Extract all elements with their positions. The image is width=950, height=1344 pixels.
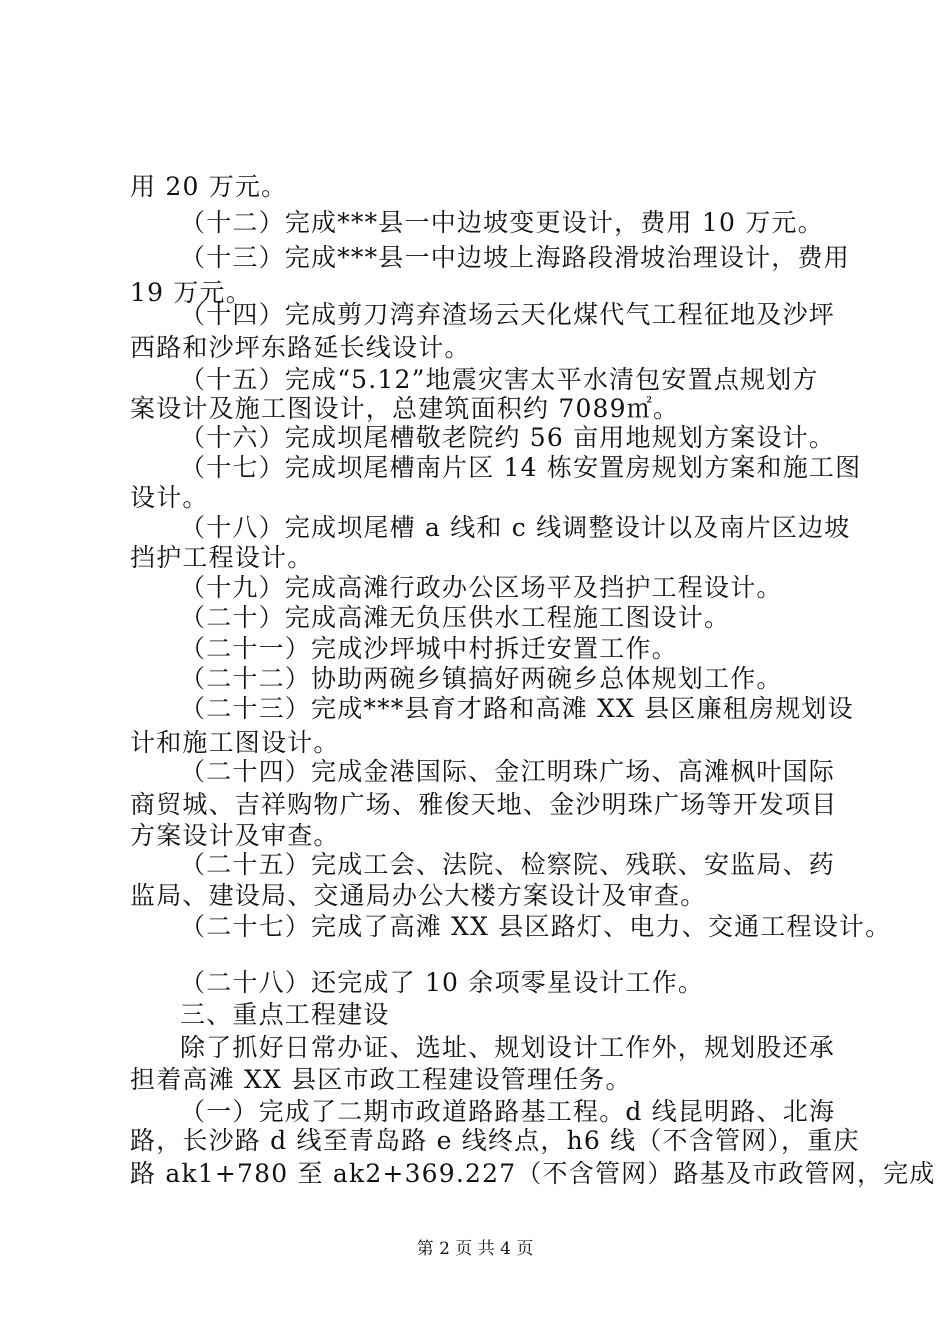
text-line: （二十）完成高滩无负压供水工程施工图设计。 — [180, 603, 731, 632]
text-line: 路，长沙路 d 线至青岛路 e 线终点，h6 线（不含管网），重庆 — [130, 1126, 860, 1155]
text-line: 监局、建设局、交通局办公大楼方案设计及审查。 — [130, 881, 707, 910]
text-line: （十六）完成坝尾槽敬老院约 56 亩用地规划方案设计。 — [180, 423, 836, 452]
text-line: （一）完成了二期市政道路路基工程。d 线昆明路、北海 — [180, 1097, 836, 1126]
text-line: 设计。 — [130, 483, 209, 512]
text-line: （十九）完成高滩行政办公区场平及挡护工程设计。 — [180, 573, 783, 602]
text-line: （十八）完成坝尾槽 a 线和 c 线调整设计以及南片区边坡 — [180, 513, 851, 542]
text-line: （二十七）完成了高滩 XX 县区路灯、电力、交通工程设计。 — [180, 912, 892, 941]
text-line: 除了抓好日常办证、选址、规划设计工作外，规划股还承 — [180, 1033, 836, 1062]
text-line: （二十四）完成金港国际、金江明珠广场、高滩枫叶国际 — [180, 757, 836, 786]
text-line: 案设计及施工图设计，总建筑面积约 7089㎡。 — [130, 394, 680, 423]
section-heading: 三、重点工程建设 — [180, 1000, 390, 1029]
text-line: （二十一）完成沙坪城中村拆迁安置工作。 — [180, 634, 678, 663]
text-line: （十二）完成***县一中边坡变更设计，费用 10 万元。 — [180, 208, 824, 237]
text-line: 方案设计及审查。 — [130, 821, 340, 850]
text-line: 19 万元。 — [130, 278, 252, 307]
text-line: （十四）完成剪刀湾弃渣场云天化煤代气工程征地及沙坪 — [180, 300, 836, 329]
text-line: （二十三）完成***县育才路和高滩 XX 县区廉租房规划设 — [180, 694, 854, 723]
text-line: 计和施工图设计。 — [130, 728, 340, 757]
text-line: （二十二）协助两碗乡镇搞好两碗乡总体规划工作。 — [180, 664, 783, 693]
text-line: （十五）完成“5.12”地震灾害太平水清包安置点规划方 — [180, 365, 819, 394]
text-line: （二十八）还完成了 10 余项零星设计工作。 — [180, 968, 705, 997]
text-line: 商贸城、吉祥购物广场、雅俊天地、金沙明珠广场等开发项目 — [130, 790, 838, 819]
text-line: 挡护工程设计。 — [130, 543, 314, 572]
page-number-footer: 第 2 页 共 4 页 — [416, 1239, 534, 1259]
text-line: （十三）完成***县一中边坡上海路段滑坡治理设计，费用 — [180, 243, 850, 272]
text-line: 路 ak1+780 至 ak2+369.227（不含管网）路基及市政管网，完成 — [130, 1159, 936, 1188]
text-line: 西路和沙坪东路延长线设计。 — [130, 333, 471, 362]
text-line: （二十五）完成工会、法院、检察院、残联、安监局、药 — [180, 850, 836, 879]
text-line: 担着高滩 XX 县区市政工程建设管理任务。 — [130, 1065, 632, 1094]
text-line: 用 20 万元。 — [130, 172, 288, 201]
text-line: （十七）完成坝尾槽南片区 14 栋安置房规划方案和施工图 — [180, 453, 862, 482]
